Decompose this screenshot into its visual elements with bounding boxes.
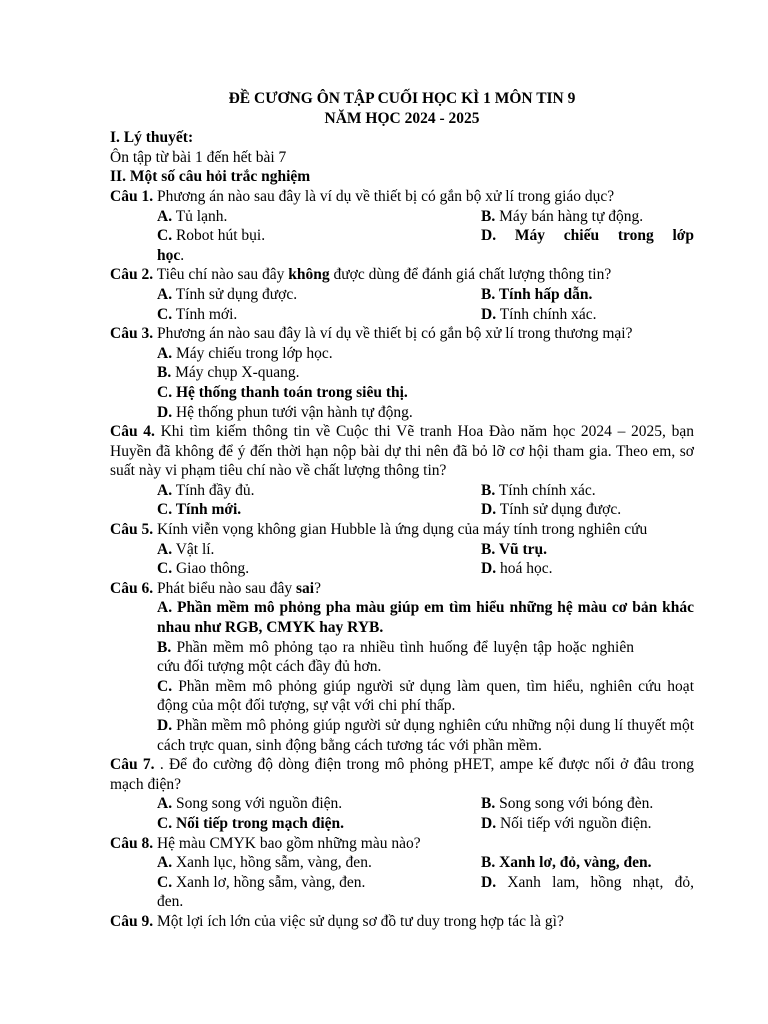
option-c: C. Giao thông. [157,560,250,578]
option-a: A. Tủ lạnh. [157,207,228,225]
option-b: B. Máy chụp X-quang. [157,364,300,382]
option-b: B. Tính chính xác. [481,481,596,499]
question-4-options [110,481,694,520]
question-text: Hệ màu CMYK bao gồm những màu nào? [156,834,421,852]
option-d: D. Phần mềm mô phỏng giúp người sử dụng nghiên cứu những nội dung lí thuyết một cách trực quan, sinh động bằng cách tương tác với phần mềm. [157,717,695,754]
option-b: B. Vũ trụ. [481,540,548,558]
question-label: Câu 5. [110,521,154,539]
option-a: A. Tính sử dụng được. [157,285,298,303]
option-c: C. Robot hút bụi. [157,227,266,245]
question-label: Câu 7. [110,756,155,774]
question-text: Một lợi ích lớn của việc sử dụng sơ đồ tư duy trong hợp tác là gì? [156,912,564,930]
question-6-options [110,598,694,755]
question-text: . Để đo cường độ dòng điện trong mô phỏng pHET, ampe kế được nối ở đâu trong mạch điện? [110,756,694,793]
option-b: B. Song song với bóng đèn. [481,795,654,813]
option-c: C. Xanh lơ, hồng sẫm, vàng, đen. [157,873,366,891]
option-a: A. Vật lí. [157,540,215,558]
question-2: Câu 2. Tiêu chí nào sau đây không được dùng để đánh giá chất lượng thông tin? [110,266,612,284]
question-text: Phương án nào sau đây là ví dụ về thiết bị có gắn bộ xử lí trong giáo dục? [156,187,615,205]
doc-title-line-1: ĐỀ CƯƠNG ÔN TẬP CUỐI HỌC KÌ 1 MÔN TIN 9 [228,90,576,107]
option-d: D. Hệ thống phun tưới vận hành tự động. [157,403,413,421]
doc-title-line-2: NĂM HỌC 2024 - 2025 [324,109,480,127]
question-label: Câu 9. [110,912,154,930]
option-b: B. Phần mềm mô phỏng tạo ra nhiều tình huống để luyện tập hoặc nghiên cứu đối tượng một cách đầy đủ hơn. [157,638,634,676]
section-theory-heading: I. Lý thuyết: [110,129,194,147]
question-label: Câu 1. [110,187,154,205]
question-label: Câu 3. [110,325,154,343]
option-b: B. Xanh lơ, đỏ, vàng, đen. [481,854,652,872]
option-d: D. Xanh lam, hồng nhạt, đỏ, [481,873,694,891]
question-7 [110,755,694,794]
option-d: D. Nối tiếp với nguồn điện. [481,814,652,832]
option-d: D. Máy chiếu trong lớp [481,227,695,245]
option-d-continued: đen. [157,893,184,911]
option-c: C. Hệ thống thanh toán trong siêu thị. [157,383,408,401]
option-d: D. hoá học. [481,560,553,578]
question-label: Câu 2. [110,266,154,284]
question-text: Kính viễn vọng không gian Hubble là ứng dụng của máy tính trong nghiên cứu [156,521,648,539]
question-label: Câu 8. [110,834,154,852]
section-theory-text: Ôn tập từ bài 1 đến hết bài 7 [110,148,287,166]
document-content [110,89,694,932]
section-quiz-heading: II. Một số câu hỏi trắc nghiệm [110,168,311,186]
question-8-options [110,853,694,912]
question-3-options [110,344,694,422]
question-3 [110,324,694,344]
option-a: A. Tính đầy đủ. [157,481,255,499]
question-label: Câu 6. [110,579,154,597]
question-4 [110,422,694,481]
question-9 [110,912,694,932]
option-c: C. Tính mới. [157,501,242,519]
question-8 [110,834,694,854]
option-b: B. Máy bán hàng tự động. [481,207,644,225]
option-a: A. Phần mềm mô phỏng pha màu giúp em tìm hiểu những hệ màu cơ bản khác nhau như RGB, CMYK hay RYB. [157,599,695,637]
question-7-options [110,794,694,833]
question-2-options [110,285,694,324]
question-1 [110,187,694,207]
option-c: C. Phần mềm mô phỏng giúp người sử dụng làm quen, tìm hiểu, nghiên cứu hoạt động của một đối tượng, sự vật với chi phí thấp. [157,677,694,715]
option-d: D. Tính sử dụng được. [481,501,622,519]
question-text: Phương án nào sau đây là ví dụ về thiết bị có gắn bộ xử lí trong thương mại? [156,325,633,343]
option-a: A. Song song với nguồn điện. [157,795,343,813]
question-6: Câu 6. Phát biểu nào sau đây sai? [110,579,321,597]
question-text: Khi tìm kiếm thông tin về Cuộc thi Vẽ tranh Hoa Đào năm học 2024 – 2025, bạn Huyền đã không để ý đến thời hạn nộp bài dự thi nên đã bỏ lỡ cơ hội tham gia. Theo em, sơ suất này vi phạm tiêu chí nào về chất lượng thông tin? [110,423,695,480]
question-label: Câu 4. [110,423,155,441]
option-a: A. Xanh lục, hồng sẫm, vàng, đen. [157,854,372,872]
option-c: C. Nối tiếp trong mạch điện. [157,814,345,832]
question-5 [110,520,694,540]
question-1-options [110,207,694,266]
option-c: C. Tính mới. [157,305,238,323]
option-b: B. Tính hấp dẫn. [481,285,593,303]
option-d: D. Tính chính xác. [481,305,597,323]
question-5-options [110,540,694,579]
option-a: A. Máy chiếu trong lớp học. [157,344,333,362]
option-d-continued: học. [157,246,185,264]
